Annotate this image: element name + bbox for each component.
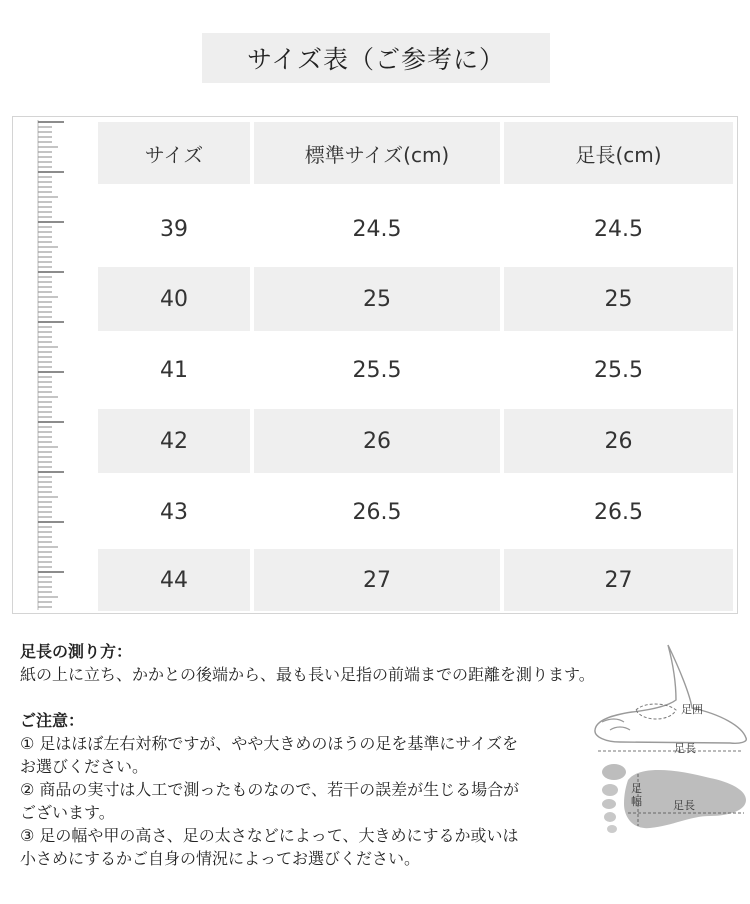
caution-line: 小さめにするかご自身の情況によってお選びください。 — [20, 849, 421, 868]
size-cell: 39 — [160, 216, 188, 242]
page-title: サイズ表（ご参考に） — [202, 33, 550, 83]
label-width: 足幅 — [631, 782, 642, 808]
toe-detail-icon — [610, 727, 630, 730]
notes-section — [20, 640, 610, 870]
label-length-top: 足長 — [674, 742, 696, 755]
ruler-graphic — [12, 116, 96, 614]
size-cell: 43 — [160, 499, 188, 525]
standard-size-cell: 24.5 — [352, 216, 402, 242]
size-cell: 40 — [98, 267, 250, 331]
foot-length-cell: 26.5 — [594, 499, 643, 525]
toe-print-icon — [607, 825, 617, 833]
label-length-bottom: 足長 — [673, 799, 695, 812]
girth-dashed-loop — [636, 704, 676, 719]
toe-print-icon — [602, 764, 626, 780]
toe-print-icon — [602, 799, 616, 809]
standard-size-cell: 25.5 — [352, 357, 402, 383]
toe-print-icon — [604, 812, 616, 822]
header-size: サイズ — [98, 122, 250, 184]
toe-print-icon — [602, 784, 618, 796]
foot-measurement-illustration — [580, 640, 750, 855]
standard-size-cell: 27 — [254, 549, 500, 611]
foot-length-cell: 24.5 — [594, 216, 643, 242]
foot-length-cell: 25.5 — [594, 357, 643, 383]
caution-line: ① 足はほぼ左右対称ですが、やや大きめのほうの足を基準にサイズを — [20, 734, 519, 753]
foot-side-outline-icon — [595, 645, 746, 743]
foot-length-cell: 25 — [504, 267, 733, 331]
standard-size-cell: 26.5 — [352, 499, 402, 525]
caution-line: ③ 足の幅や甲の高さ、足の太さなどによって、大きめにするか或いは — [20, 826, 519, 845]
standard-size-cell: 26 — [254, 409, 500, 473]
measure-text: 紙の上に立ち、かかとの後端から、最も長い足指の前端までの距離を測ります。 — [20, 665, 595, 684]
header-standard-size: 標準サイズ(cm) — [254, 122, 500, 184]
caution-line: お選びください。 — [20, 757, 149, 776]
header-foot-length: 足長(cm) — [504, 122, 733, 184]
measure-heading: 足長の測り方： — [20, 642, 133, 661]
label-girth: 足囲 — [681, 703, 703, 716]
caution-heading: ご注意： — [20, 711, 85, 730]
size-cell: 41 — [160, 357, 188, 383]
foot-length-cell: 26 — [504, 409, 733, 473]
standard-size-cell: 25 — [254, 267, 500, 331]
caution-line: ございます。 — [20, 803, 115, 822]
size-cell: 42 — [98, 409, 250, 473]
size-cell: 44 — [98, 549, 250, 611]
foot-length-cell: 27 — [504, 549, 733, 611]
caution-line: ② 商品の実寸は人工で測ったものなので、若干の誤差が生じる場合が — [20, 780, 520, 799]
